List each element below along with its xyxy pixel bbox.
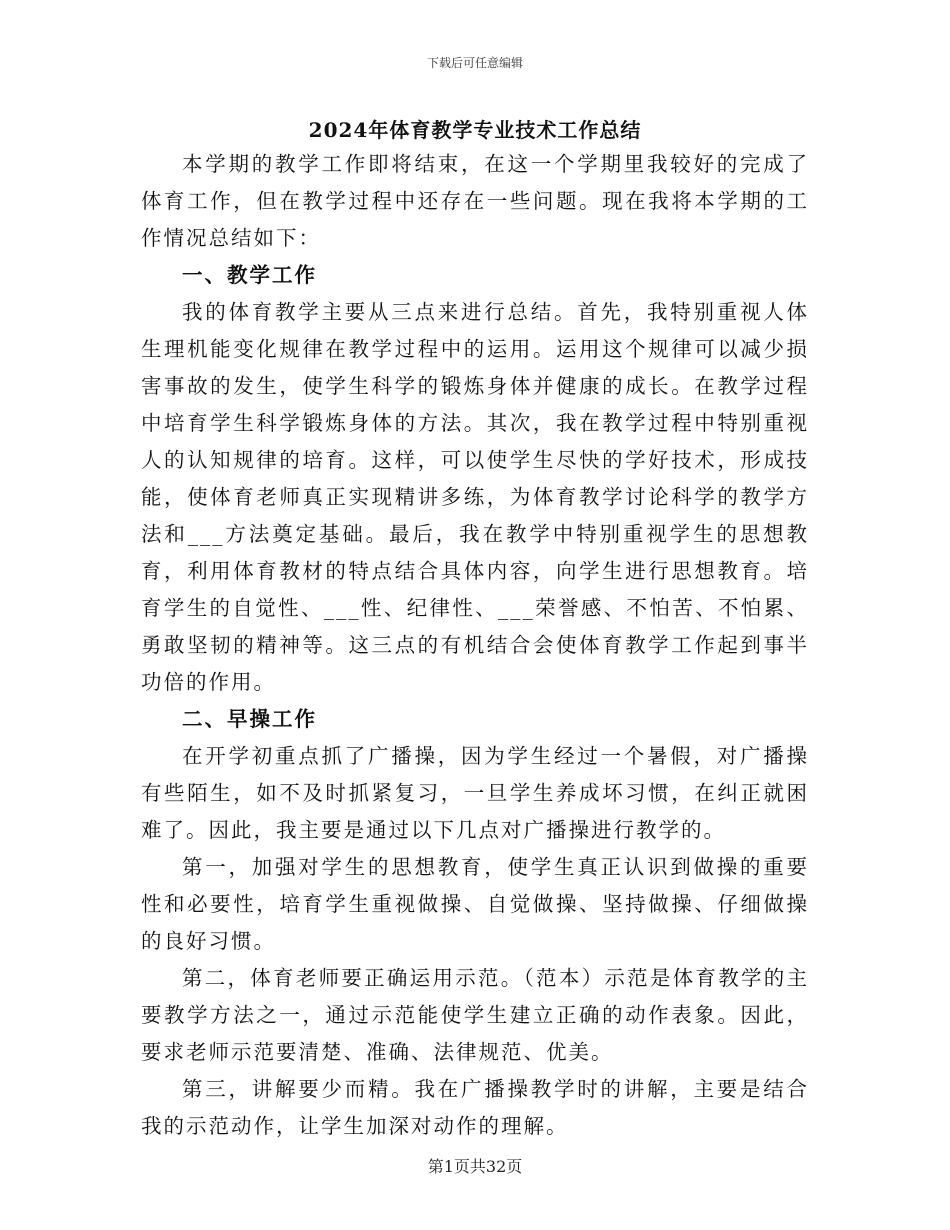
page-number-footer: 第1页共32页	[427, 1157, 523, 1176]
header-note: 下载后可任意编辑	[426, 56, 523, 70]
section-heading-teaching: 一、教学工作	[182, 263, 317, 287]
morning-exercise-paragraph: 在开学初重点抓了广播操，因为学生经过一个暑假，对广播操有些陌生，如不及时抓紧复习，一旦学生养成坏习惯，在纠正就困难了。因此，我主要是通过以下几点对广播操进行教学的。	[141, 744, 809, 842]
teaching-paragraph: 我的体育教学主要从三点来进行总结。首先，我特别重视人体生理机能变化规律在教学过程中的运用。运用这个规律可以减少损害事故的发生，使学生科学的锻炼身体并健康的成长。在教学过程中培育学生科学锻炼身体的方法。其次，我在教学过程中特别重视人的认知规律的培育。这样，可以使学生尽快的学好技术，形成技能，使体育老师真正实现精讲多练，为体育教学讨论科学的教学方法和___方法奠定基础。最后，我在教学中特别重视学生的思想教育，利用体育教材的特点结合具体内容，向学生进行思想教育。培育学生的自觉性、___性、纪律性、___荣誉感、不怕苦、不怕累、勇敢坚韧的精神等。这三点的有机结合会使体育教学工作起到事半功倍的作用。	[141, 300, 809, 694]
point-one-paragraph: 第一，加强对学生的思想教育，使学生真正认识到做操的重要性和必要性，培育学生重视做操、自觉做操、坚持做操、仔细做操的良好习惯。	[141, 855, 809, 953]
document-title: 2024年体育教学专业技术工作总结	[308, 118, 642, 142]
point-three-paragraph: 第三，讲解要少而精。我在广播操教学时的讲解，主要是结合我的示范动作，让学生加深对动作的理解。	[141, 1077, 809, 1138]
document-body	[141, 146, 809, 1145]
section-heading-morning-exercise: 二、早操工作	[182, 707, 317, 731]
intro-paragraph: 本学期的教学工作即将结束，在这一个学期里我较好的完成了体育工作，但在教学过程中还存在一些问题。现在我将本学期的工作情况总结如下：	[141, 152, 809, 250]
point-two-paragraph: 第二，体育老师要正确运用示范。（范本）示范是体育教学的主要教学方法之一，通过示范能使学生建立正确的动作表象。因此，要求老师示范要清楚、准确、法律规范、优美。	[141, 966, 809, 1064]
